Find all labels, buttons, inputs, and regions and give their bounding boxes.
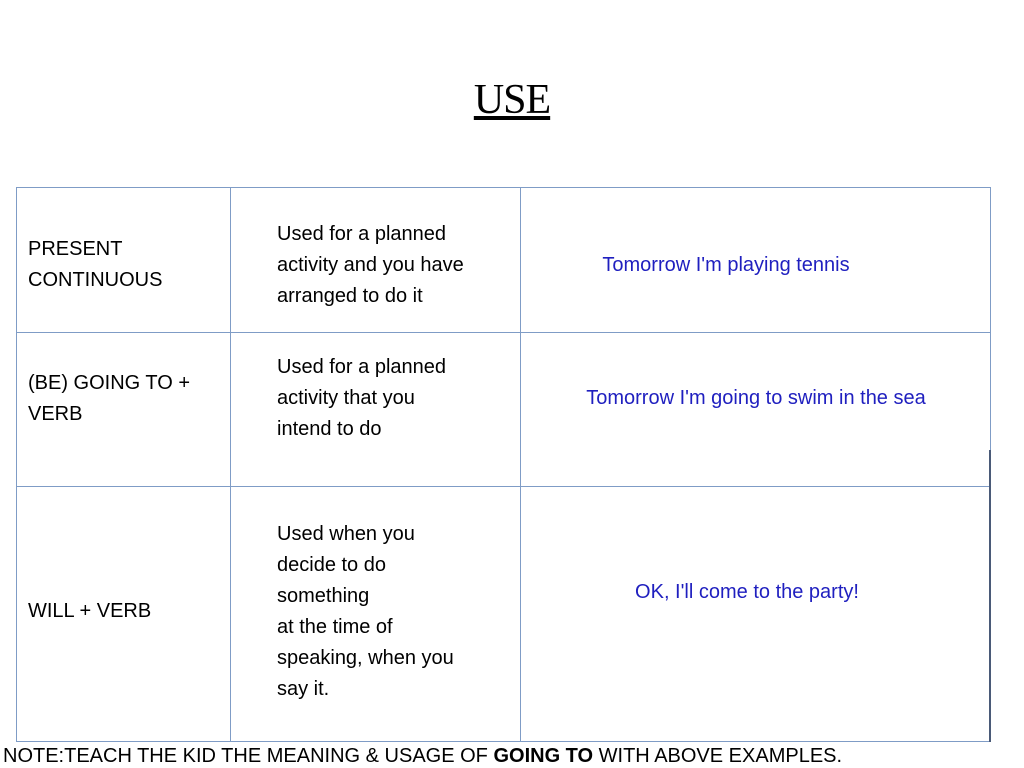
row-divider — [17, 332, 990, 333]
row-divider — [17, 486, 990, 487]
table-edge-shadow — [989, 450, 991, 742]
description-cell-will: Used when you decide to do something at the time of speaking, when you say it. — [277, 523, 454, 700]
description-cell-present-continuous: Used for a planned activity and you have arranged to do it — [277, 223, 464, 307]
example-cell-going-to: Tomorrow I'm going to swim in the sea — [586, 387, 926, 409]
teacher-note — [3, 741, 842, 768]
example-cell-will: OK, I'll come to the party! — [635, 581, 859, 603]
tense-cell-will: WILL + VERB — [28, 600, 152, 622]
note-prefix: NOTE:TEACH THE KID THE MEANING & USAGE OF — [3, 745, 494, 767]
slide-title: USE — [473, 77, 551, 123]
description-cell-going-to: Used for a planned activity that you intend to do — [277, 356, 447, 440]
tense-cell-present-continuous: PRESENT CONTINUOUS — [28, 238, 163, 291]
tense-cell-going-to: (BE) GOING TO + VERB — [28, 372, 191, 425]
column-divider — [230, 188, 231, 741]
note-emphasis: GOING TO — [493, 745, 594, 767]
note-suffix: WITH ABOVE EXAMPLES. — [593, 745, 843, 767]
example-cell-present-continuous: Tomorrow I'm playing tennis — [602, 254, 850, 276]
